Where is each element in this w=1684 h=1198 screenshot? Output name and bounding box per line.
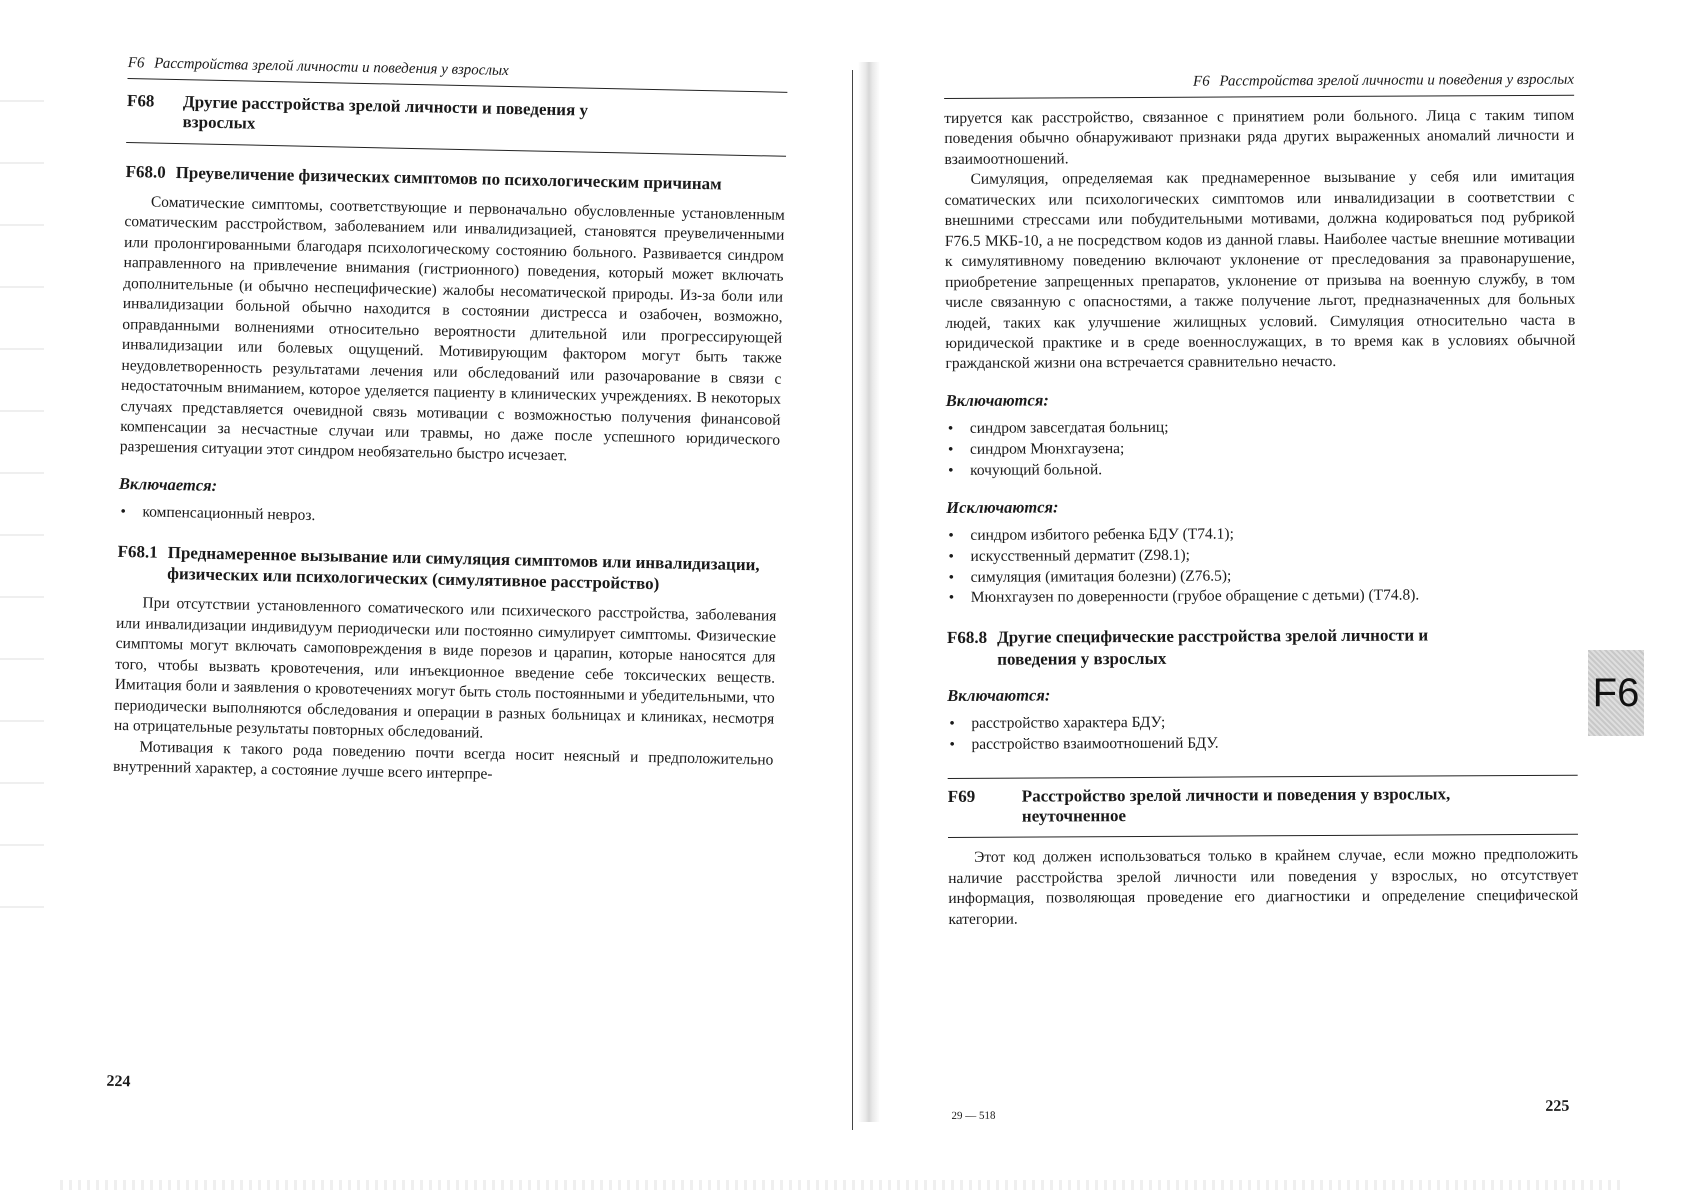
- include-list: [118, 502, 778, 537]
- chapter-heading-f69: [948, 774, 1578, 838]
- running-head-title: Расстройства зрелой личности и поведения у взрослых: [1219, 71, 1575, 90]
- include-label: Включается:: [118, 473, 218, 495]
- include-list: [947, 711, 1577, 756]
- section-title: Другие специфические расстройства зрелой личности и поведения у взрослых: [997, 625, 1429, 669]
- running-head-code: F6: [127, 55, 145, 72]
- section-body: Мотивация к такого рода поведению почти всегда носит неясный и предположительно внутренний характер, а состояние лучше всего интерпре-: [112, 737, 774, 783]
- continued-paragraph: тируется как расстройство, связанное с принятием роли больного. Лица с таким типом поведения обычно обнаруживают признаки ряда других выраженных аномалий личности и взаимоотношений.: [944, 106, 1575, 168]
- section-title: Преувеличение физических симптомов по психологическим причинам: [175, 162, 722, 194]
- running-head-code: F6: [1192, 73, 1210, 90]
- list-item: • синдром избитого ребенка БДУ (T74.1);: [946, 522, 1576, 546]
- exclude-label: Исключаются:: [946, 497, 1059, 517]
- scan-edge: [0, 40, 44, 940]
- section-body: При отсутствии установленного соматического или психического расстройства, заболевания или инвалидизации индивидуум периодически или постоянно симулирует симптомы. Физические симптомы могут включать самоповреждения в виде порезов и царапин, которые наносятся для того, чтобы вызвать кровотечения, или инъекционное введение себе токсических веществ. Имитация боли и заявления о кровотечениях могут быть столь постоянными и убедительными, что периодически выполняются обследования и операции в разных больницах и клиниках, несмотря на отрицательные результаты повторных обследований.: [113, 594, 777, 742]
- chapter-thumb-tab: F6: [1588, 650, 1644, 736]
- section-code: F68.1: [117, 541, 158, 562]
- list-item: • синдром Мюнхгаузена;: [946, 437, 1576, 461]
- section-heading-f68-8: [947, 624, 1577, 670]
- section-heading-f68-0: [125, 161, 785, 196]
- include-label: Включаются:: [947, 685, 1051, 705]
- list-item: • синдром завсегдатая больниц;: [946, 416, 1576, 440]
- include-list: [946, 416, 1576, 482]
- f69-paragraph: Этот код должен использоваться только в крайнем случае, если можно предположить наличие расстройства зрелой личности или поведения у взрослых, но отсутствует информация, позволяющая проведение его диагностики и определение специфической категории.: [948, 846, 1579, 928]
- chapter-title: Расстройство зрелой личности и поведения у взрослых, неуточненное: [1021, 784, 1451, 826]
- list-item: • Мюнхгаузен по доверенности (грубое обращение с детьми) (T74.8).: [947, 585, 1577, 609]
- section-title: Преднамеренное вызывание или симуляция симптомов или инвалидизации, физических или психологических (симулятивное расстройство): [167, 542, 760, 594]
- scan-bottom-edge: [60, 1180, 1620, 1190]
- page-number: 225: [1545, 1097, 1570, 1115]
- chapter-heading-f68: [126, 83, 787, 157]
- running-head: [944, 72, 1574, 99]
- list-item: • симуляция (имитация болезни) (Z76.5);: [947, 564, 1577, 588]
- section-heading-f68-1: [117, 541, 778, 597]
- section-code: F68.0: [125, 161, 166, 182]
- list-item: • расстройство взаимоотношений БДУ.: [947, 731, 1577, 755]
- left-page: [106, 55, 788, 1091]
- printer-signature: 29 — 518: [951, 1109, 996, 1122]
- section-body: Соматические симптомы, соответствующие и первоначально обусловленные установленным соматическим расстройством, заболеванием или инвалидизацией, становятся преувеличенными или пролонгированными благодаря психологическому состоянию больного. Развивается синдром направленного на привлечение внимания (гистрионного) поведения, который может включать дополнительные (и обычно неспецифические) жалобы несоматической природы. Из-за боли или инвалидизации больной обычно находится в состоянии дистресса и озабочен, возможно, оправданными волнениями относительно вероятности длительной или прогрессирующей инвалидизации или болевых ощущений. Мотивирующим фактором могут быть также неудовлетворенность результатами лечения или обследований или разочарование в связи с недостаточным вниманием, которое уделяется пациенту в клинических учреждениях. В некоторых случаях представляется очевидной связь мотивации с возможностью получения финансовой компенсации за несчастные случаи или травмы, но даже после успешного юридического разрешения ситуации этот синдром необязательно быстро исчезает.: [119, 193, 785, 465]
- right-page: [944, 71, 1579, 1122]
- exclude-list: [946, 522, 1576, 609]
- chapter-code: F68: [126, 90, 155, 111]
- page-number: 224: [106, 1072, 131, 1091]
- simulation-paragraph: Симуляция, определяемая как преднамеренное вызывание у себя или имитация соматических или психологических симптомов или инвалидизации в соответствии с внешними стрессами или побудительными мотивами, должна кодироваться под рубрикой F76.5 МКБ-10, а не посредством кодов из данной главы. Наиболее частые внешние мотивации к симулятивному поведению включают уклонение от преследования за правонарушение, приобретение запрещенных препаратов, уклонение от призыва на военную службу, в том числе связанную с опасностями, а также получение льгот, предназначенных для больных людей, таких как улучшение жилищных условий. Симуляция относительно часта в юридической практике и в среде военнослужащих, в то время как в условиях обычной гражданской жизни она встречается сравнительно нечасто.: [944, 168, 1576, 373]
- list-item: • кочующий больной.: [946, 457, 1576, 481]
- running-head-title: Расстройства зрелой личности и поведения у взрослых: [154, 55, 509, 79]
- list-item: • расстройство характера БДУ;: [947, 711, 1577, 735]
- spine-line: [852, 70, 853, 1130]
- chapter-code: F69: [947, 786, 976, 806]
- include-label: Включаются:: [945, 390, 1049, 410]
- section-code: F68.8: [946, 628, 988, 648]
- list-item: • искусственный дерматит (Z98.1);: [946, 543, 1576, 567]
- book-spine: [858, 62, 880, 1122]
- list-item: • компенсационный невроз.: [118, 502, 778, 537]
- chapter-title: Другие расстройства зрелой личности и поведения у взрослых: [182, 92, 589, 134]
